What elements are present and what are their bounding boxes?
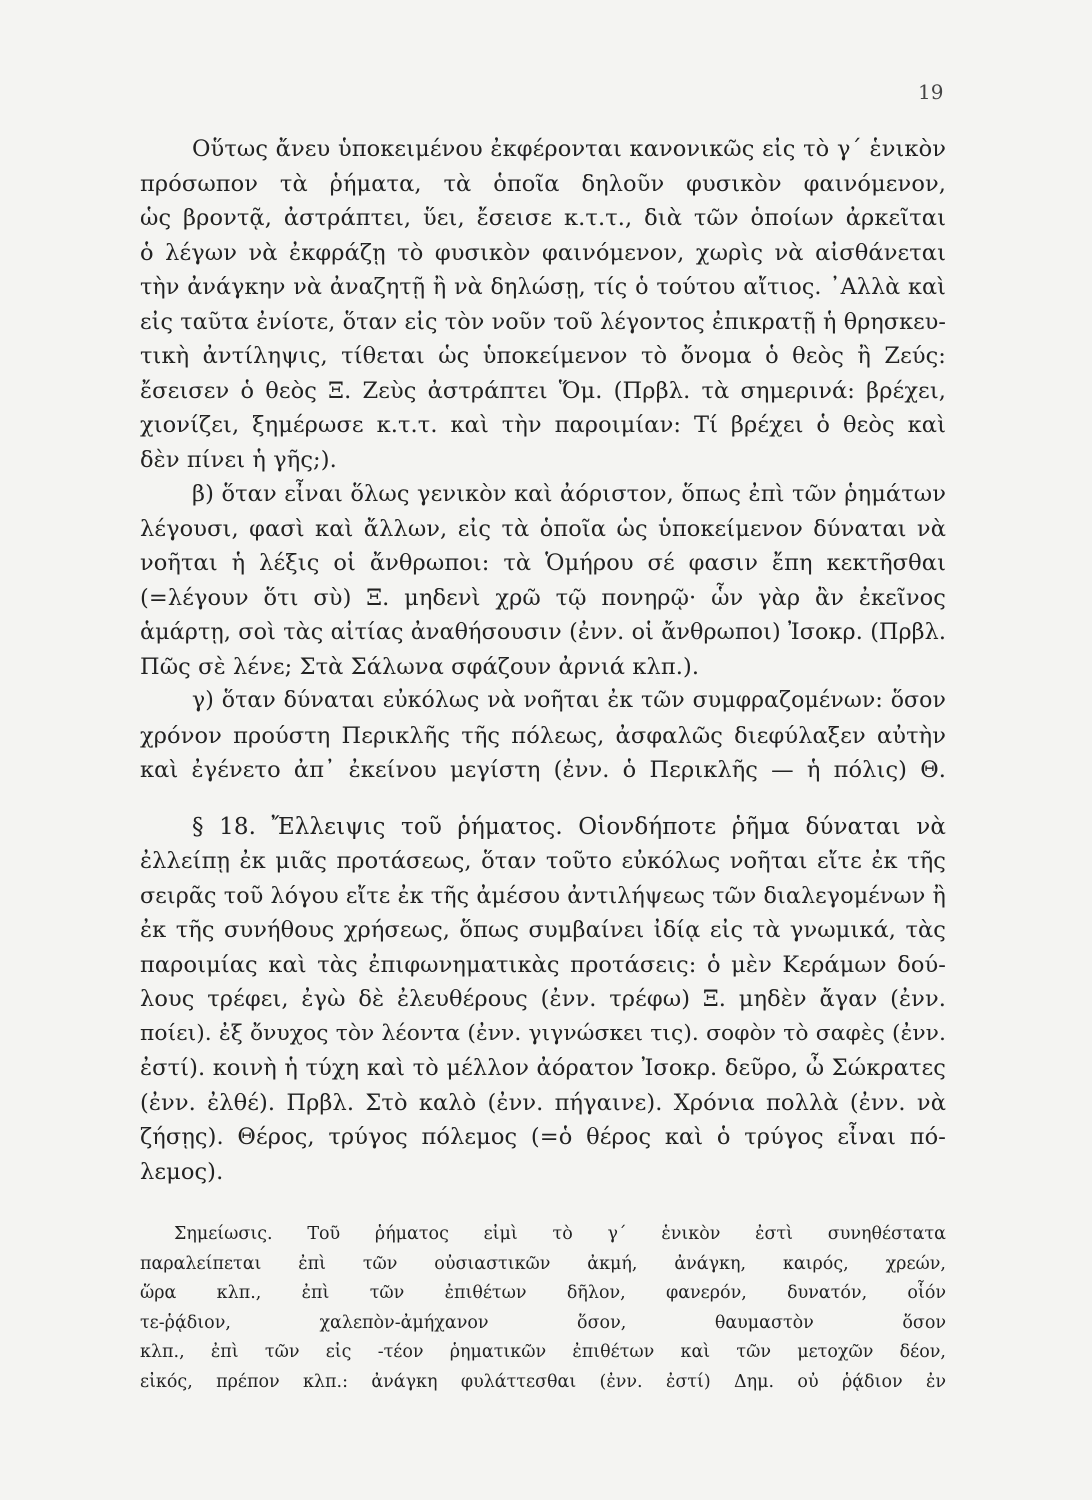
note-line: εἰκός, πρέπον κλπ.: ἀνάγκη φυλάττεσθαι (ἐνν. ἐστί) Δημ. οὐ ῥᾴδιον ἐν xyxy=(140,1371,946,1392)
text-line: πρόσωπον τὰ ῥήματα, τὰ ὁποῖα δηλοῦν φυσικὸν φαινόμενον, xyxy=(140,170,946,197)
text-line: λεμος). xyxy=(140,1158,224,1185)
note-line: κλπ., ἐπὶ τῶν εἰς -τέον ῥηματικῶν ἐπιθέτων καὶ τῶν μετοχῶν δέον, xyxy=(140,1342,946,1362)
note-line: ὥρα κλπ., ἐπὶ τῶν ἐπιθέτων δῆλον, φανερόν, δυνατόν, οἷόν xyxy=(140,1283,946,1303)
page-number: 19 xyxy=(918,80,944,104)
text-line: δὲν πίνει ἡ γῆς;). xyxy=(140,446,337,473)
note-line: Σημείωσις. Τοῦ ῥήματος εἰμὶ τὸ γ΄ ἑνικὸν ἐστὶ συνηθέστατα xyxy=(174,1224,946,1244)
page-body xyxy=(140,132,946,1397)
text-line: ἐστί). κοινὴ ἡ τύχη καὶ τὸ μέλλον ἀόρατον Ἰσοκρ. δεῦρο, ὦ Σώκρατες xyxy=(140,1055,946,1081)
text-line: τικὴ ἀντίληψις, τίθεται ὡς ὑποκείμενον τὸ ὄνομα ὁ θεὸς ἢ Ζεύς: xyxy=(140,343,946,369)
text-line: ἁμάρτῃ, σοὶ τὰς αἰτίας ἀναθήσουσιν (ἐνν. οἱ ἄνθρωποι) Ἰσοκρ. (Πρβλ. xyxy=(140,619,946,645)
text-line: ἐκ τῆς συνήθους χρήσεως, ὅπως συμβαίνει ἰδίᾳ εἰς τὰ γνωμικά, τὰς xyxy=(140,917,946,943)
text-line: ὡς βροντᾷ, ἀστράπτει, ὕει, ἔσεισε κ.τ.τ., διὰ τῶν ὁποίων ἀρκεῖται xyxy=(140,205,946,231)
text-line: λους τρέφει, ἐγὼ δὲ ἐλευθέρους (ἐνν. τρέφω) Ξ. μηδὲν ἄγαν (ἐνν. xyxy=(140,986,946,1012)
text-line: νοῆται ἡ λέξις οἱ ἄνθρωποι: τὰ Ὁμήρου σέ φασιν ἔπη κεκτῆσθαι xyxy=(140,550,946,576)
note-line: τε-ῥᾴδιον, χαλεπὸν-ἀμήχανον ὅσον, θαυμαστὸν ὅσον xyxy=(140,1312,946,1333)
text-line: εἰς ταῦτα ἐνίοτε, ὅταν εἰς τὸν νοῦν τοῦ λέγοντος ἐπικρατῇ ἡ θρησκευ- xyxy=(140,308,946,335)
text-line: Οὕτως ἄνευ ὑποκειμένου ἐκφέρονται κανονικῶς εἰς τὸ γ΄ ἑνικὸν xyxy=(192,136,946,162)
text-line: ποίει). ἐξ ὄνυχος τὸν λέοντα (ἐνν. γιγνώσκει τις). σοφὸν τὸ σαφὲς (ἐνν. xyxy=(140,1020,946,1046)
section-heading-line: § 18. Ἔλλειψις τοῦ ῥήματος. Οἱονδήποτε ῥῆμα δύναται νὰ xyxy=(192,813,946,840)
text-line: Πῶς σὲ λένε; Στὰ Σάλωνα σφάζουν ἀρνιά κλπ.). xyxy=(140,653,700,680)
text-line: ὁ λέγων νὰ ἐκφράζῃ τὸ φυσικὸν φαινόμενον, χωρὶς νὰ αἰσθάνεται xyxy=(140,239,946,266)
text-line: χρόνον προύστη Περικλῆς τῆς πόλεως, ἀσφαλῶς διεφύλαξεν αὐτὴν xyxy=(140,722,946,749)
text-line: παροιμίας καὶ τὰς ἐπιφωνηματικὰς προτάσεις: ὁ μὲν Κεράμων δού- xyxy=(140,951,946,978)
text-line: σειρᾶς τοῦ λόγου εἴτε ἐκ τῆς ἀμέσου ἀντιλήψεως τῶν διαλεγομένων ἢ xyxy=(140,882,946,909)
text-line: (=λέγουν ὅτι σὺ) Ξ. μηδενὶ χρῶ τῷ πονηρῷ· ὧν γὰρ ἂν ἐκεῖνος xyxy=(140,584,946,611)
note-spacer xyxy=(140,1189,946,1220)
text-line: β) ὅταν εἶναι ὅλως γενικὸν καὶ ἀόριστον, ὅπως ἐπὶ τῶν ῥημάτων xyxy=(192,481,946,507)
text-line: (ἐνν. ἐλθέ). Πρβλ. Στὸ καλὸ (ἐνν. πήγαινε). Χρόνια πολλὰ (ἐνν. νὰ xyxy=(140,1089,946,1116)
section-spacer xyxy=(140,788,946,810)
text-line: καὶ ἐγένετο ἀπ᾿ ἐκείνου μεγίστη (ἐνν. ὁ Περικλῆς — ἡ πόλις) Θ. xyxy=(140,757,946,783)
text-line: τὴν ἀνάγκην νὰ ἀναζητῇ ἢ νὰ δηλώσῃ, τίς ὁ τούτου αἴτιος. ᾿Αλλὰ καὶ xyxy=(140,274,946,300)
text-line: γ) ὅταν δύναται εὐκόλως νὰ νοῆται ἐκ τῶν συμφραζομένων: ὅσον xyxy=(192,688,946,713)
text-line: ἔσεισεν ὁ θεὸς Ξ. Ζεὺς ἀστράπτει Ὅμ. (Πρβλ. τὰ σημερινά: βρέχει, xyxy=(140,377,946,404)
text-line: λέγουσι, φασὶ καὶ ἄλλων, εἰς τὰ ὁποῖα ὡς ὑποκείμενον δύναται νὰ xyxy=(140,515,946,542)
text-line: χιονίζει, ξημέρωσε κ.τ.τ. καὶ τὴν παροιμίαν: Τί βρέχει ὁ θεὸς καὶ xyxy=(140,412,946,438)
text-line: ἐλλείπῃ ἐκ μιᾶς προτάσεως, ὅταν τοῦτο εὐκόλως νοῆται εἴτε ἐκ τῆς xyxy=(140,848,946,874)
text-line: ζήσῃς). Θέρος, τρύγος πόλεμος (=ὁ θέρος καὶ ὁ τρύγος εἶναι πό- xyxy=(140,1124,946,1150)
note-line: παραλείπεται ἐπὶ τῶν οὐσιαστικῶν ἀκμή, ἀνάγκη, καιρός, χρεών, xyxy=(140,1253,946,1274)
